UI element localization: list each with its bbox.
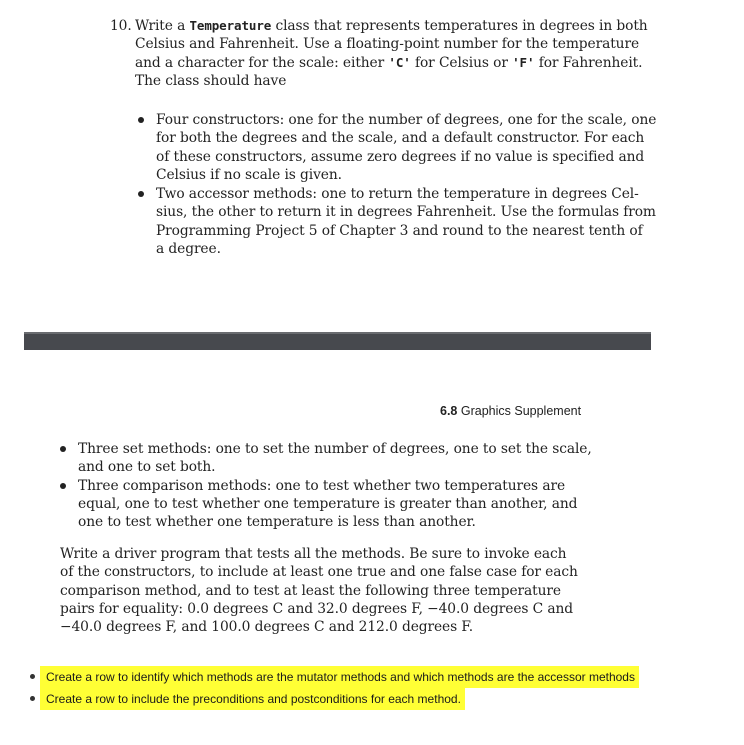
requirements-list-top (156, 111, 657, 258)
bullet-dot (30, 696, 35, 701)
requirement-constructors: Four constructors: one for the number of degrees, one for the scale, one for both the degrees and the scale, and a default constructor. For each of these constructors, assume zero degrees if no value is specified and Celsius if no scale is given. (156, 111, 636, 184)
requirement-accessors: Two accessor methods: one to return the temperature in degrees Cel- sius, the other to return it in degrees Fahrenheit. Use the formulas from Programming Project 5 of Chapter 3 and round to the nearest tenth of a degree. (156, 185, 636, 258)
highlighted-text: Create a row to identify which methods are the mutator methods and which methods are the accessor methods (40, 666, 639, 688)
intro-line: Write a Temperature class that represents temperatures in degrees in both (135, 18, 648, 34)
section-number: 6.8 (440, 404, 458, 418)
requirement-comparison-methods: Three comparison methods: one to test whether two temperatures are equal, one to test whether one temperature is greater than another, and one to test whether one temperature is less than another. (78, 477, 558, 532)
requirements-list-bottom (78, 440, 592, 531)
intro-line: and a character for the scale: either 'C' for Celsius or 'F' for Fahrenheit. (135, 54, 643, 71)
highlighted-text: Create a row to include the preconditions and postconditions for each method. (40, 688, 465, 710)
intro-line: Celsius and Fahrenheit. Use a floating-point number for the temperature (135, 36, 640, 53)
page-divider (24, 332, 651, 350)
bullet-dot (60, 446, 66, 452)
intro-line: The class should have (135, 72, 287, 89)
code-char-c: 'C' (388, 54, 411, 70)
driver-program-paragraph: Write a driver program that tests all the methods. Be sure to invoke each of the constructors, to include at least one true and one false case for each comparison method, and to test at least the following three temperature pairs for equality: 0.0 degrees C and 32.0 degrees F, −40.0 degrees C and −40.0 degrees F, and 100.0 degrees C and 212.0 degrees F. (60, 546, 578, 636)
page-header (440, 404, 581, 418)
code-char-f: 'F' (512, 54, 535, 70)
requirement-set-methods: Three set methods: one to set the number of degrees, one to set the scale, and one to set both. (78, 440, 558, 477)
exercise-number: 10. (110, 18, 132, 34)
bullet-dot (60, 483, 66, 489)
bullet-dot (138, 117, 144, 123)
bullet-dot (30, 674, 35, 679)
bullet-dot (138, 191, 144, 197)
exercise-10 (110, 17, 648, 90)
code-class-name: Temperature (189, 18, 272, 33)
exercise-intro (110, 17, 648, 90)
section-title: Graphics Supplement (460, 404, 582, 418)
